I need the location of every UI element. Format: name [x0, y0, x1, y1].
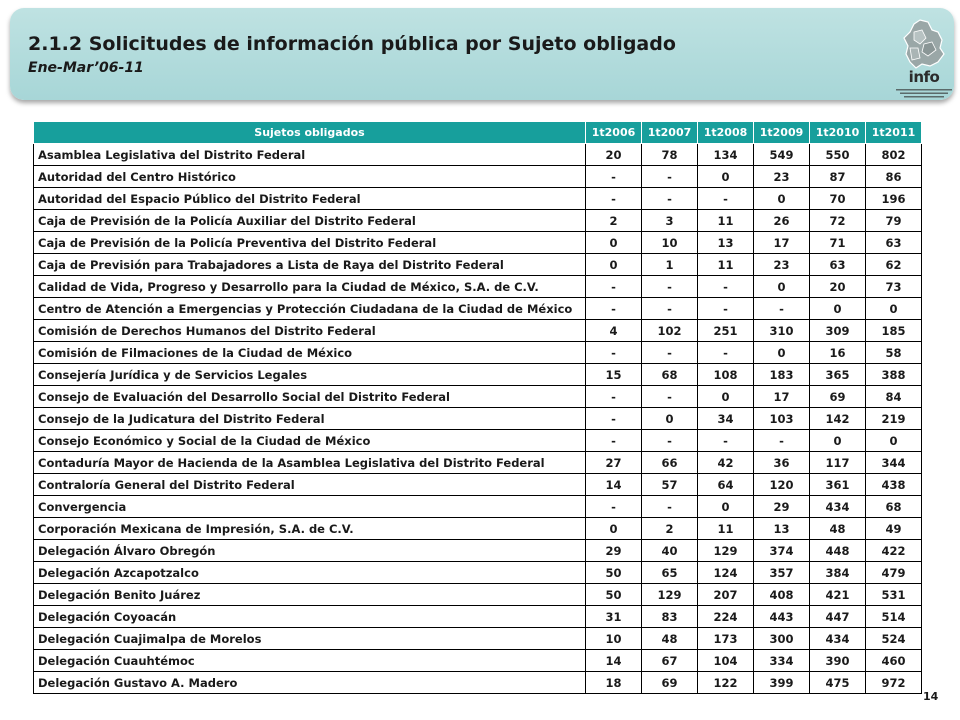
- value-cell: 108: [698, 364, 754, 386]
- page-title: 2.1.2 Solicitudes de información pública por Sujeto obligado: [28, 33, 676, 55]
- value-cell: 72: [810, 210, 866, 232]
- value-cell: -: [754, 430, 810, 452]
- value-cell: 50: [586, 562, 642, 584]
- value-cell: 434: [810, 628, 866, 650]
- table-row: [34, 672, 922, 694]
- value-cell: 334: [754, 650, 810, 672]
- value-cell: 550: [810, 144, 866, 166]
- value-cell: 11: [698, 210, 754, 232]
- table-row: [34, 232, 922, 254]
- value-cell: 26: [754, 210, 810, 232]
- value-cell: 0: [810, 298, 866, 320]
- value-cell: 69: [810, 386, 866, 408]
- value-cell: 0: [698, 496, 754, 518]
- value-cell: 224: [698, 606, 754, 628]
- table-row: [34, 320, 922, 342]
- value-cell: 421: [810, 584, 866, 606]
- table-row: [34, 584, 922, 606]
- value-cell: 23: [754, 166, 810, 188]
- table-row: [34, 452, 922, 474]
- value-cell: 408: [754, 584, 810, 606]
- value-cell: 390: [810, 650, 866, 672]
- value-cell: -: [698, 188, 754, 210]
- value-cell: 57: [642, 474, 698, 496]
- value-cell: 972: [866, 672, 922, 694]
- value-cell: 102: [642, 320, 698, 342]
- value-cell: 134: [698, 144, 754, 166]
- value-cell: -: [642, 298, 698, 320]
- value-cell: 20: [810, 276, 866, 298]
- value-cell: 344: [866, 452, 922, 474]
- value-cell: 42: [698, 452, 754, 474]
- entity-name-cell: Consejo Económico y Social de la Ciudad de México: [34, 430, 586, 452]
- logo-text: info: [908, 68, 940, 86]
- value-cell: 122: [698, 672, 754, 694]
- value-cell: 40: [642, 540, 698, 562]
- entity-name-cell: Caja de Previsión para Trabajadores a Lista de Raya del Distrito Federal: [34, 254, 586, 276]
- table-row: [34, 518, 922, 540]
- value-cell: 103: [754, 408, 810, 430]
- value-cell: 524: [866, 628, 922, 650]
- table-row: [34, 364, 922, 386]
- column-header-1t2011: 1t2011: [866, 122, 922, 144]
- value-cell: 48: [642, 628, 698, 650]
- value-cell: -: [586, 166, 642, 188]
- entity-name-cell: Delegación Álvaro Obregón: [34, 540, 586, 562]
- value-cell: 0: [810, 430, 866, 452]
- value-cell: 15: [586, 364, 642, 386]
- value-cell: 50: [586, 584, 642, 606]
- value-cell: 399: [754, 672, 810, 694]
- entity-name-cell: Delegación Cuauhtémoc: [34, 650, 586, 672]
- value-cell: 17: [754, 232, 810, 254]
- logo-caption-lines: [894, 88, 954, 98]
- value-cell: 79: [866, 210, 922, 232]
- value-cell: 64: [698, 474, 754, 496]
- value-cell: 14: [586, 474, 642, 496]
- value-cell: 365: [810, 364, 866, 386]
- value-cell: 16: [810, 342, 866, 364]
- value-cell: 68: [866, 496, 922, 518]
- value-cell: -: [698, 298, 754, 320]
- value-cell: 361: [810, 474, 866, 496]
- value-cell: 49: [866, 518, 922, 540]
- value-cell: 219: [866, 408, 922, 430]
- value-cell: 36: [754, 452, 810, 474]
- value-cell: 84: [866, 386, 922, 408]
- column-header-1t2006: 1t2006: [586, 122, 642, 144]
- entity-name-cell: Contraloría General del Distrito Federal: [34, 474, 586, 496]
- value-cell: 0: [866, 298, 922, 320]
- entity-name-cell: Caja de Previsión de la Policía Preventiva del Distrito Federal: [34, 232, 586, 254]
- value-cell: 34: [698, 408, 754, 430]
- table-row: [34, 650, 922, 672]
- table-row: [34, 408, 922, 430]
- value-cell: 300: [754, 628, 810, 650]
- entity-name-cell: Consejo de la Judicatura del Distrito Federal: [34, 408, 586, 430]
- value-cell: 120: [754, 474, 810, 496]
- value-cell: 384: [810, 562, 866, 584]
- value-cell: 183: [754, 364, 810, 386]
- value-cell: 2: [586, 210, 642, 232]
- value-cell: -: [586, 386, 642, 408]
- value-cell: 11: [698, 254, 754, 276]
- column-header-1t2010: 1t2010: [810, 122, 866, 144]
- entity-name-cell: Comisión de Filmaciones de la Ciudad de México: [34, 342, 586, 364]
- value-cell: -: [642, 342, 698, 364]
- value-cell: 251: [698, 320, 754, 342]
- entity-name-cell: Convergencia: [34, 496, 586, 518]
- value-cell: -: [586, 188, 642, 210]
- value-cell: 20: [586, 144, 642, 166]
- table-row: [34, 188, 922, 210]
- value-cell: 173: [698, 628, 754, 650]
- value-cell: 0: [754, 342, 810, 364]
- value-cell: -: [698, 342, 754, 364]
- value-cell: -: [586, 342, 642, 364]
- value-cell: -: [586, 408, 642, 430]
- value-cell: 447: [810, 606, 866, 628]
- value-cell: 86: [866, 166, 922, 188]
- table-row: [34, 474, 922, 496]
- table-row: [34, 386, 922, 408]
- value-cell: 29: [754, 496, 810, 518]
- value-cell: -: [754, 298, 810, 320]
- value-cell: 69: [642, 672, 698, 694]
- value-cell: -: [698, 276, 754, 298]
- value-cell: 475: [810, 672, 866, 694]
- table-row: [34, 540, 922, 562]
- value-cell: 185: [866, 320, 922, 342]
- entity-name-cell: Autoridad del Centro Histórico: [34, 166, 586, 188]
- value-cell: 207: [698, 584, 754, 606]
- value-cell: -: [642, 276, 698, 298]
- entity-name-cell: Delegación Azcapotzalco: [34, 562, 586, 584]
- value-cell: 479: [866, 562, 922, 584]
- value-cell: 0: [698, 166, 754, 188]
- value-cell: -: [642, 496, 698, 518]
- value-cell: 10: [586, 628, 642, 650]
- value-cell: -: [586, 276, 642, 298]
- entity-name-cell: Corporación Mexicana de Impresión, S.A. de C.V.: [34, 518, 586, 540]
- entity-name-cell: Delegación Benito Juárez: [34, 584, 586, 606]
- value-cell: 2: [642, 518, 698, 540]
- table-row: [34, 276, 922, 298]
- value-cell: 65: [642, 562, 698, 584]
- mexico-city-map-icon: [892, 18, 956, 70]
- value-cell: 13: [754, 518, 810, 540]
- value-cell: 0: [586, 254, 642, 276]
- value-cell: 63: [810, 254, 866, 276]
- column-header-entity: Sujetos obligados: [34, 122, 586, 144]
- value-cell: 23: [754, 254, 810, 276]
- title-banner: [10, 8, 954, 100]
- value-cell: 0: [586, 232, 642, 254]
- table-header-row: [34, 122, 922, 144]
- value-cell: 18: [586, 672, 642, 694]
- value-cell: 309: [810, 320, 866, 342]
- column-header-1t2007: 1t2007: [642, 122, 698, 144]
- info-df-logo: [892, 18, 956, 102]
- entity-name-cell: Delegación Coyoacán: [34, 606, 586, 628]
- value-cell: -: [642, 430, 698, 452]
- table-row: [34, 562, 922, 584]
- value-cell: 27: [586, 452, 642, 474]
- entity-name-cell: Consejo de Evaluación del Desarrollo Social del Distrito Federal: [34, 386, 586, 408]
- table-row: [34, 210, 922, 232]
- value-cell: 13: [698, 232, 754, 254]
- value-cell: 124: [698, 562, 754, 584]
- value-cell: 514: [866, 606, 922, 628]
- table-row: [34, 496, 922, 518]
- value-cell: 70: [810, 188, 866, 210]
- value-cell: 0: [866, 430, 922, 452]
- value-cell: 549: [754, 144, 810, 166]
- value-cell: 0: [754, 276, 810, 298]
- value-cell: 357: [754, 562, 810, 584]
- value-cell: 87: [810, 166, 866, 188]
- value-cell: 531: [866, 584, 922, 606]
- entity-name-cell: Consejería Jurídica y de Servicios Legales: [34, 364, 586, 386]
- table-row: [34, 628, 922, 650]
- table-row: [34, 430, 922, 452]
- table-row: [34, 166, 922, 188]
- page-subtitle: Ene-Mar’06-11: [28, 60, 144, 76]
- value-cell: 438: [866, 474, 922, 496]
- value-cell: 14: [586, 650, 642, 672]
- value-cell: -: [642, 166, 698, 188]
- table-row: [34, 606, 922, 628]
- table-row: [34, 254, 922, 276]
- value-cell: -: [698, 430, 754, 452]
- value-cell: 0: [698, 386, 754, 408]
- value-cell: 78: [642, 144, 698, 166]
- column-header-1t2008: 1t2008: [698, 122, 754, 144]
- value-cell: 129: [642, 584, 698, 606]
- value-cell: 802: [866, 144, 922, 166]
- value-cell: 0: [586, 518, 642, 540]
- entity-name-cell: Delegación Gustavo A. Madero: [34, 672, 586, 694]
- value-cell: 67: [642, 650, 698, 672]
- entity-name-cell: Calidad de Vida, Progreso y Desarrollo para la Ciudad de México, S.A. de C.V.: [34, 276, 586, 298]
- value-cell: 104: [698, 650, 754, 672]
- entity-name-cell: Delegación Cuajimalpa de Morelos: [34, 628, 586, 650]
- value-cell: 142: [810, 408, 866, 430]
- value-cell: 68: [642, 364, 698, 386]
- value-cell: 117: [810, 452, 866, 474]
- entity-name-cell: Caja de Previsión de la Policía Auxiliar del Distrito Federal: [34, 210, 586, 232]
- value-cell: 0: [642, 408, 698, 430]
- entity-name-cell: Autoridad del Espacio Público del Distrito Federal: [34, 188, 586, 210]
- value-cell: 10: [642, 232, 698, 254]
- value-cell: 0: [754, 188, 810, 210]
- value-cell: 71: [810, 232, 866, 254]
- value-cell: 460: [866, 650, 922, 672]
- value-cell: 83: [642, 606, 698, 628]
- value-cell: -: [642, 386, 698, 408]
- value-cell: 374: [754, 540, 810, 562]
- value-cell: -: [586, 496, 642, 518]
- column-header-1t2009: 1t2009: [754, 122, 810, 144]
- page-number: 14: [923, 690, 939, 703]
- value-cell: 196: [866, 188, 922, 210]
- entity-name-cell: Asamblea Legislativa del Distrito Federal: [34, 144, 586, 166]
- value-cell: 310: [754, 320, 810, 342]
- value-cell: -: [586, 298, 642, 320]
- value-cell: 129: [698, 540, 754, 562]
- requests-table: [33, 121, 922, 694]
- value-cell: 422: [866, 540, 922, 562]
- value-cell: -: [586, 430, 642, 452]
- value-cell: 58: [866, 342, 922, 364]
- value-cell: 11: [698, 518, 754, 540]
- value-cell: 31: [586, 606, 642, 628]
- requests-table-container: [33, 121, 921, 694]
- value-cell: 3: [642, 210, 698, 232]
- value-cell: 1: [642, 254, 698, 276]
- value-cell: 48: [810, 518, 866, 540]
- value-cell: 17: [754, 386, 810, 408]
- value-cell: 4: [586, 320, 642, 342]
- value-cell: 62: [866, 254, 922, 276]
- value-cell: 434: [810, 496, 866, 518]
- value-cell: 448: [810, 540, 866, 562]
- table-row: [34, 144, 922, 166]
- table-body: [34, 144, 922, 694]
- value-cell: 66: [642, 452, 698, 474]
- entity-name-cell: Centro de Atención a Emergencias y Protección Ciudadana de la Ciudad de México: [34, 298, 586, 320]
- table-row: [34, 298, 922, 320]
- entity-name-cell: Comisión de Derechos Humanos del Distrito Federal: [34, 320, 586, 342]
- value-cell: 443: [754, 606, 810, 628]
- value-cell: 29: [586, 540, 642, 562]
- entity-name-cell: Contaduría Mayor de Hacienda de la Asamblea Legislativa del Distrito Federal: [34, 452, 586, 474]
- table-row: [34, 342, 922, 364]
- value-cell: 63: [866, 232, 922, 254]
- value-cell: -: [642, 188, 698, 210]
- value-cell: 388: [866, 364, 922, 386]
- value-cell: 73: [866, 276, 922, 298]
